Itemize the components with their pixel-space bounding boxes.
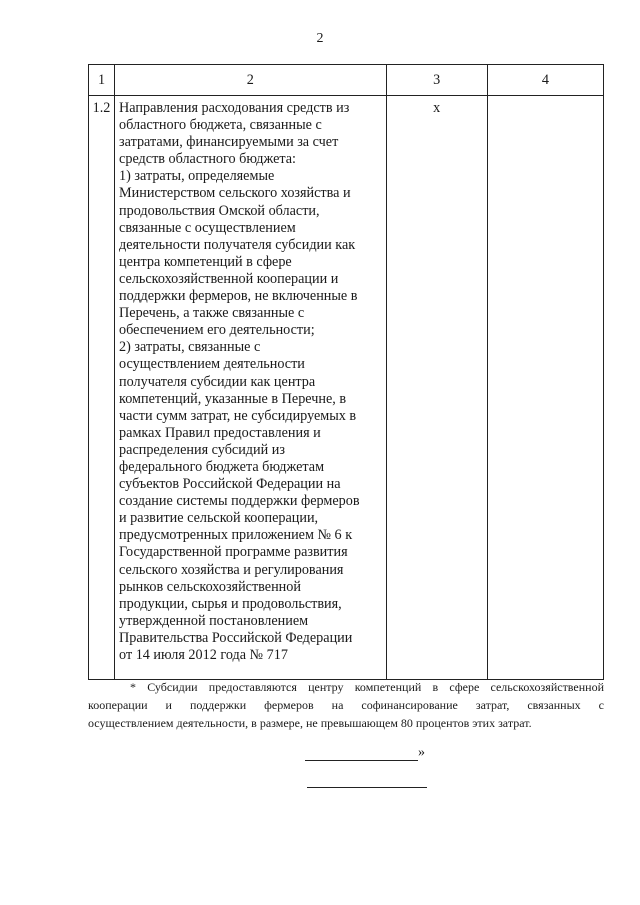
description-line: утвержденной постановлением (119, 612, 309, 629)
description-line: областного бюджета, связанные с (119, 117, 322, 134)
row-col4-value (487, 96, 603, 680)
row-col3-value: х (386, 96, 487, 680)
description-line: затратами, финансируемыми за счет (119, 134, 339, 151)
description-line: осуществлением деятельности (119, 356, 305, 373)
header-col-2: 2 (115, 65, 387, 96)
description-line: Правительства Российской Федерации (119, 629, 353, 646)
description-line: средств областного бюджета: (119, 151, 296, 168)
description-line: рамках Правил предоставления и (119, 424, 321, 441)
description-line: 2) затраты, связанные с (119, 339, 261, 356)
description-line: деятельности получателя субсидии как (119, 236, 356, 253)
signature-line-1 (305, 745, 425, 761)
row-number: 1.2 (89, 96, 115, 680)
description-line: от 14 июля 2012 года № 717 (119, 647, 288, 663)
header-col-1: 1 (89, 65, 115, 96)
footnote-line: * Субсидии предоставляются центру компетенций в сфере сельскохозяйственной (130, 680, 604, 694)
expense-table (88, 64, 604, 680)
description-line: обеспечением его деятельности; (119, 322, 315, 339)
description-line: Направления расходования средств из (119, 100, 350, 116)
description-line: центра компетенций в сфере (119, 253, 292, 270)
header-col-4: 4 (487, 65, 603, 96)
description-line: распределения субсидий из (119, 441, 285, 458)
description-line: федерального бюджета бюджетам (119, 458, 325, 475)
description-line: продовольствия Омской области, (119, 202, 320, 219)
description-line: связанные с осуществлением (119, 219, 296, 236)
closing-quote: » (418, 745, 425, 760)
header-col-3: 3 (386, 65, 487, 96)
description-line: продукции, сырья и продовольствия, (119, 595, 342, 612)
description-line: компетенций, указанные в Перечне, в (119, 390, 347, 407)
description-line: Министерством сельского хозяйства и (119, 185, 351, 202)
description-line: 1) затраты, определяемые (119, 168, 275, 185)
description-line: сельского хозяйства и регулирования (119, 561, 344, 578)
description-line: части сумм затрат, не субсидируемых в (119, 407, 357, 424)
row-description (115, 96, 387, 680)
description-line: сельскохозяйственной кооперации и (119, 270, 339, 287)
description-line: Государственной программе развития (119, 544, 348, 561)
description-line: Перечень, а также связанные с (119, 305, 305, 322)
table-row (89, 96, 604, 680)
footnote-line: осуществлением деятельности, в размере, не превышающем 80 процентов этих затрат. (88, 716, 532, 730)
description-line: поддержки фермеров, не включенные в (119, 288, 358, 305)
footnote (88, 678, 604, 732)
footnote-line: кооперации и поддержки фермеров на софинансирование затрат, связанных с (88, 698, 604, 712)
description-line: предусмотренных приложением № 6 к (119, 527, 353, 544)
description-line: рынков сельскохозяйственной (119, 578, 301, 595)
description-line: получателя субсидии как центра (119, 373, 316, 390)
description-line: и развитие сельской кооперации, (119, 510, 319, 527)
signature-underline (305, 746, 418, 761)
description-line: субъектов Российской Федерации на (119, 476, 341, 493)
signature-line-2 (307, 787, 427, 788)
description-line: создание системы поддержки фермеров (119, 493, 360, 510)
page-number: 2 (316, 31, 324, 46)
table-header-row (89, 65, 604, 96)
